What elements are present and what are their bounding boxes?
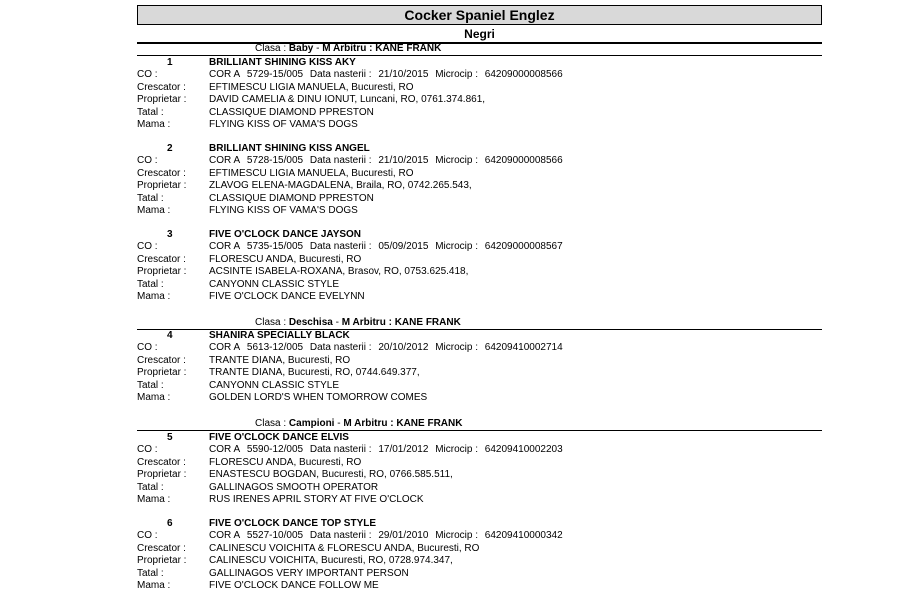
birth-label: Data nasterii : [309, 342, 372, 354]
sire-label: Tatal : [137, 379, 164, 391]
entry-number: 4 [167, 330, 173, 341]
judge-label: M Arbitru : [341, 317, 392, 328]
co-label: CO : [137, 69, 158, 81]
chip-label: Microcip : [435, 155, 478, 167]
entry-number: 1 [167, 57, 173, 68]
breed-title: Cocker Spaniel Englez [137, 5, 822, 25]
separator: - [335, 317, 339, 328]
judge-name: KANE FRANK [394, 317, 461, 328]
chip-number: 64209000008567 [484, 241, 563, 253]
registration-number: 5613-12/005 [246, 342, 304, 354]
birth-date: 21/10/2015 [378, 155, 429, 167]
owner-label: Proprietar : [137, 555, 187, 567]
dam-label: Mama : [137, 579, 171, 591]
owner-label: Proprietar : [137, 367, 187, 379]
dam-value: FLYING KISS OF VAMA'S DOGS [209, 118, 358, 130]
dam-value: GOLDEN LORD'S WHEN TOMORROW COMES [209, 391, 428, 403]
sire-value: CLASSIQUE DIAMOND PPRESTON [209, 106, 374, 118]
dog-name: BRILLIANT SHINING KISS AKY [209, 57, 356, 68]
chip-number: 64209000008566 [484, 155, 563, 167]
birth-date: 20/10/2012 [378, 342, 429, 354]
judge-label: M Arbitru : [343, 418, 394, 429]
chip-label: Microcip : [435, 444, 478, 456]
co-value: COR A [209, 69, 241, 81]
chip-label: Microcip : [435, 530, 478, 542]
owner-value: ENASTESCU BOGDAN, Bucuresti, RO, 0766.585.511, [209, 469, 453, 481]
breeder-value: FLORESCU ANDA, Bucuresti, RO [209, 253, 362, 265]
entry-2 [137, 143, 822, 217]
sire-value: CLASSIQUE DIAMOND PPRESTON [209, 192, 374, 204]
entry-number: 2 [167, 143, 173, 154]
birth-date: 05/09/2015 [378, 241, 429, 253]
owner-value: DAVID CAMELIA & DINU IONUT, Luncani, RO, 0761.374.861, [209, 94, 486, 106]
dog-name: FIVE O'CLOCK DANCE JAYSON [209, 229, 362, 240]
co-label: CO : [137, 530, 158, 542]
chip-label: Microcip : [435, 241, 478, 253]
birth-label: Data nasterii : [309, 444, 372, 456]
co-label: CO : [137, 155, 158, 167]
owner-value: ACSINTE ISABELA-ROXANA, Brasov, RO, 0753.625.418, [209, 266, 469, 278]
class-header-baby [137, 43, 822, 55]
entry-4 [137, 330, 822, 404]
birth-date: 29/01/2010 [378, 530, 429, 542]
separator: - [337, 418, 341, 429]
dam-value: RUS IRENES APRIL STORY AT FIVE O'CLOCK [209, 493, 424, 505]
sire-value: CANYONN CLASSIC STYLE [209, 379, 340, 391]
registration-number: 5728-15/005 [246, 155, 304, 167]
co-value: COR A [209, 155, 241, 167]
entry-1 [137, 57, 822, 131]
judge-name: KANE FRANK [375, 43, 442, 54]
dam-label: Mama : [137, 290, 171, 302]
chip-number: 64209000008566 [484, 69, 563, 81]
entry-number: 5 [167, 432, 173, 443]
co-value: COR A [209, 342, 241, 354]
judge-label: M Arbitru : [322, 43, 373, 54]
sire-value: CANYONN CLASSIC STYLE [209, 278, 340, 290]
class-header-campioni [137, 418, 822, 430]
birth-label: Data nasterii : [309, 155, 372, 167]
dam-value: FLYING KISS OF VAMA'S DOGS [209, 204, 358, 216]
breeder-label: Crescator : [137, 542, 186, 554]
class-label: Clasa : [255, 43, 287, 54]
birth-date: 21/10/2015 [378, 69, 429, 81]
class-header-deschisa [137, 317, 822, 329]
birth-label: Data nasterii : [309, 241, 372, 253]
owner-value: CALINESCU VOICHITA, Bucuresti, RO, 0728.974.347, [209, 555, 453, 567]
chip-label: Microcip : [435, 69, 478, 81]
breeder-value: CALINESCU VOICHITA & FLORESCU ANDA, Bucuresti, RO [209, 542, 480, 554]
chip-number: 64209410000342 [484, 530, 563, 542]
dam-label: Mama : [137, 391, 171, 403]
breeder-value: TRANTE DIANA, Bucuresti, RO [209, 354, 351, 366]
breeder-label: Crescator : [137, 354, 186, 366]
dog-name: FIVE O'CLOCK DANCE ELVIS [209, 432, 349, 443]
class-label: Clasa : [255, 418, 287, 429]
breeder-label: Crescator : [137, 456, 186, 468]
co-label: CO : [137, 444, 158, 456]
birth-label: Data nasterii : [309, 69, 372, 81]
sire-value: GALLINAGOS VERY IMPORTANT PERSON [209, 567, 409, 579]
dam-value: FIVE O'CLOCK DANCE EVELYNN [209, 290, 365, 302]
owner-value: TRANTE DIANA, Bucuresti, RO, 0744.649.377, [209, 367, 420, 379]
divider [137, 55, 822, 56]
entry-3 [137, 229, 822, 303]
class-name: Baby [288, 43, 314, 54]
dog-name: SHANIRA SPECIALLY BLACK [209, 330, 350, 341]
entry-6 [137, 518, 822, 592]
sire-value: GALLINAGOS SMOOTH OPERATOR [209, 481, 379, 493]
chip-label: Microcip : [435, 342, 478, 354]
breeder-value: EFTIMESCU LIGIA MANUELA, Bucuresti, RO [209, 167, 414, 179]
owner-label: Proprietar : [137, 94, 187, 106]
co-value: COR A [209, 530, 241, 542]
sire-label: Tatal : [137, 106, 164, 118]
sire-label: Tatal : [137, 567, 164, 579]
breeder-value: EFTIMESCU LIGIA MANUELA, Bucuresti, RO [209, 81, 414, 93]
dog-name: BRILLIANT SHINING KISS ANGEL [209, 143, 370, 154]
separator: - [316, 43, 320, 54]
entry-5 [137, 432, 822, 506]
owner-value: ZLAVOG ELENA-MAGDALENA, Braila, RO, 0742.265.543, [209, 180, 472, 192]
dam-label: Mama : [137, 204, 171, 216]
divider [137, 430, 822, 431]
birth-date: 17/01/2012 [378, 444, 429, 456]
co-value: COR A [209, 444, 241, 456]
breeder-label: Crescator : [137, 81, 186, 93]
judge-name: KANE FRANK [396, 418, 463, 429]
dam-label: Mama : [137, 118, 171, 130]
owner-label: Proprietar : [137, 180, 187, 192]
class-name: Campioni [288, 418, 335, 429]
chip-number: 64209410002714 [484, 342, 563, 354]
catalog-page [137, 0, 822, 600]
owner-label: Proprietar : [137, 469, 187, 481]
registration-number: 5590-12/005 [246, 444, 304, 456]
class-name: Deschisa [288, 317, 333, 328]
registration-number: 5729-15/005 [246, 69, 304, 81]
sire-label: Tatal : [137, 481, 164, 493]
dam-value: FIVE O'CLOCK DANCE FOLLOW ME [209, 579, 379, 591]
co-label: CO : [137, 342, 158, 354]
co-label: CO : [137, 241, 158, 253]
registration-number: 5527-10/005 [246, 530, 304, 542]
breeder-label: Crescator : [137, 167, 186, 179]
entry-number: 3 [167, 229, 173, 240]
chip-number: 64209410002203 [484, 444, 563, 456]
dog-name: FIVE O'CLOCK DANCE TOP STYLE [209, 518, 377, 529]
dam-label: Mama : [137, 493, 171, 505]
entry-number: 6 [167, 518, 173, 529]
registration-number: 5735-15/005 [246, 241, 304, 253]
co-value: COR A [209, 241, 241, 253]
class-label: Clasa : [255, 317, 287, 328]
breeder-value: FLORESCU ANDA, Bucuresti, RO [209, 456, 362, 468]
sire-label: Tatal : [137, 278, 164, 290]
sire-label: Tatal : [137, 192, 164, 204]
birth-label: Data nasterii : [309, 530, 372, 542]
breeder-label: Crescator : [137, 253, 186, 265]
color-group-title: Negri [464, 27, 495, 41]
owner-label: Proprietar : [137, 266, 187, 278]
